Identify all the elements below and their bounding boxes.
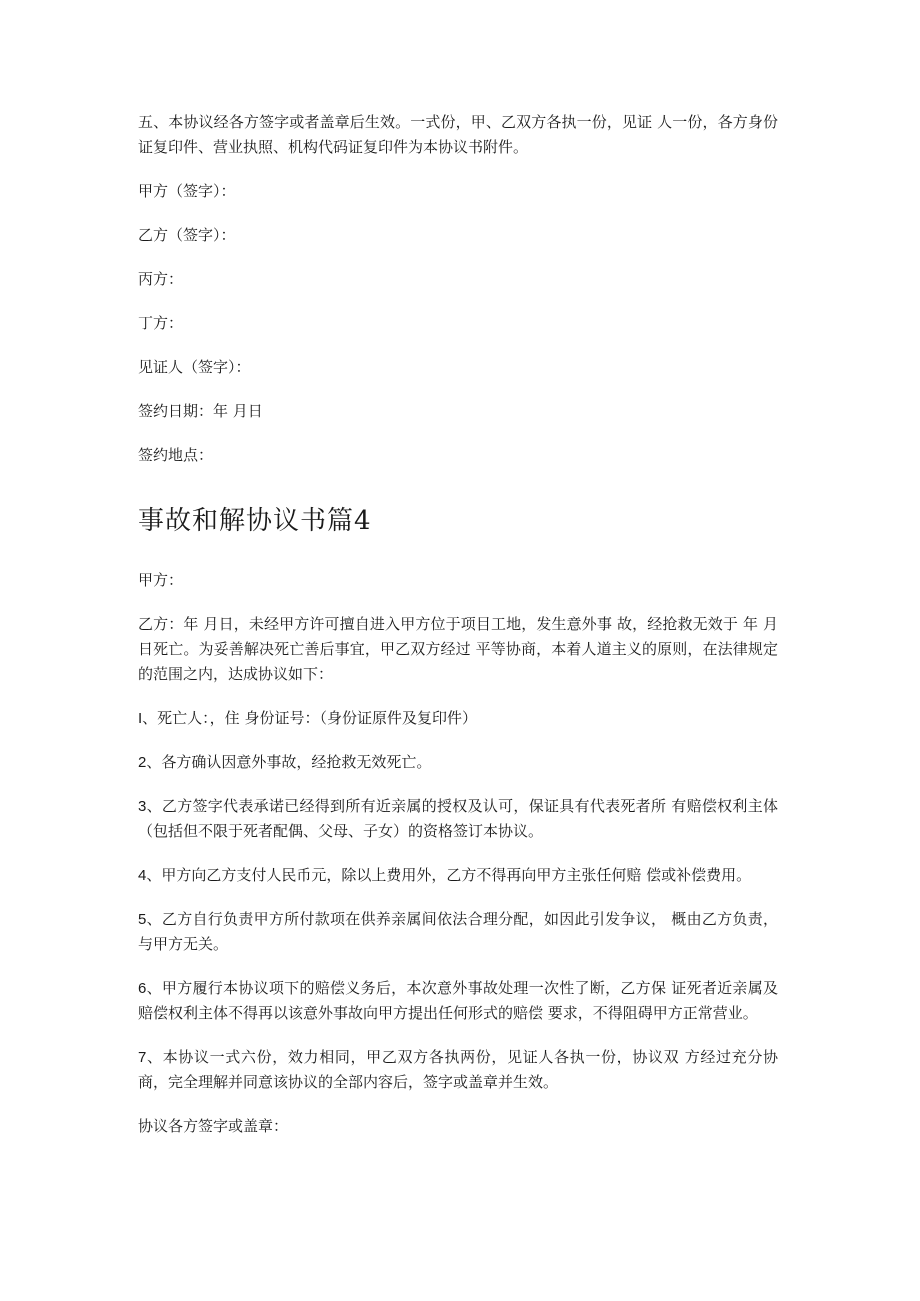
- sign-date-line: 签约日期：年 月日: [138, 402, 263, 420]
- sign-place-line: 签约地点：: [138, 446, 214, 464]
- item-number: 4: [138, 867, 147, 884]
- item-text: 、本协议一式六份，效力相同，甲乙双方各执两份，见证人各执一份，协议双 方经过充分协商，完全理解并同意该协议的全部内容后，签字或盖章并生效。: [138, 1048, 778, 1091]
- intro-paragraph: 乙方：年 月日，未经甲方许可擅自进入甲方位于项目工地，发生意外事 故，经抢救无效于 年 月 日死亡。为妥善解决死亡善后事宜，甲乙双方经过 平等协商，本着人道主义的原则，在法律规定的范围之内，达成协议如下：: [138, 615, 778, 683]
- item-number: 7: [138, 1049, 147, 1066]
- agreement-item-1: [138, 706, 778, 731]
- item-text: 、甲方向乙方支付人民币元，除以上费用外，乙方不得再向甲方主张任何赔 偿或补偿费用。: [146, 866, 752, 884]
- party-a-signature-line: 甲方（签字）：: [138, 182, 236, 200]
- party-c-line: 丙方：: [138, 270, 184, 288]
- witness-signature-line: 见证人（签字）：: [138, 358, 251, 376]
- item-number: 5: [138, 911, 147, 928]
- party-b-signature-line: 乙方（签字）：: [138, 226, 236, 244]
- item-number: I: [138, 710, 143, 727]
- agreement-item-2: [138, 750, 778, 775]
- item-number: 3: [138, 798, 147, 815]
- party-d-line: 丁方：: [138, 314, 184, 332]
- item-text: 、各方确认因意外事故，经抢救无效死亡。: [146, 753, 432, 771]
- item-number: 6: [138, 980, 147, 997]
- section-title: 事故和解协议书篇4: [138, 506, 372, 536]
- item-text: 、甲方履行本协议项下的赔偿义务后，本次意外事故处理一次性了断，乙方保 证死者近亲属及赔偿权利主体不得再以该意外事故向甲方提出任何形式的赔偿 要求，不得阻碍甲方正常营业。: [138, 979, 778, 1022]
- party-a-line: 甲方：: [138, 571, 184, 589]
- item-text: 、死亡人：，住 身份证号：（身份证原件及复印件）: [142, 709, 477, 727]
- agreement-item-7: [138, 1045, 778, 1095]
- closing-signature-line: 协议各方签字或盖章：: [138, 1117, 289, 1135]
- clause-5: 五、本协议经各方签字或者盖章后生效。一式份，甲、乙双方各执一份，见证 人一份，各方身份证复印件、营业执照、机构代码证复印件为本协议书附件。: [138, 113, 778, 156]
- document-page: [138, 110, 778, 1158]
- item-text: 、乙方签字代表承诺已经得到所有近亲属的授权及认可，保证具有代表死者所 有赔偿权利主体（包括但不限于死者配偶、父母、子女）的资格签订本协议。: [138, 797, 778, 840]
- agreement-item-4: [138, 863, 778, 888]
- agreement-item-6: [138, 976, 778, 1026]
- item-text: 、乙方自行负责甲方所付款项在供养亲属间依法合理分配，如因此引发争议， 概由乙方负责，与甲方无关。: [138, 910, 778, 953]
- agreement-item-5: [138, 907, 778, 957]
- agreement-item-3: [138, 794, 778, 844]
- item-number: 2: [138, 754, 147, 771]
